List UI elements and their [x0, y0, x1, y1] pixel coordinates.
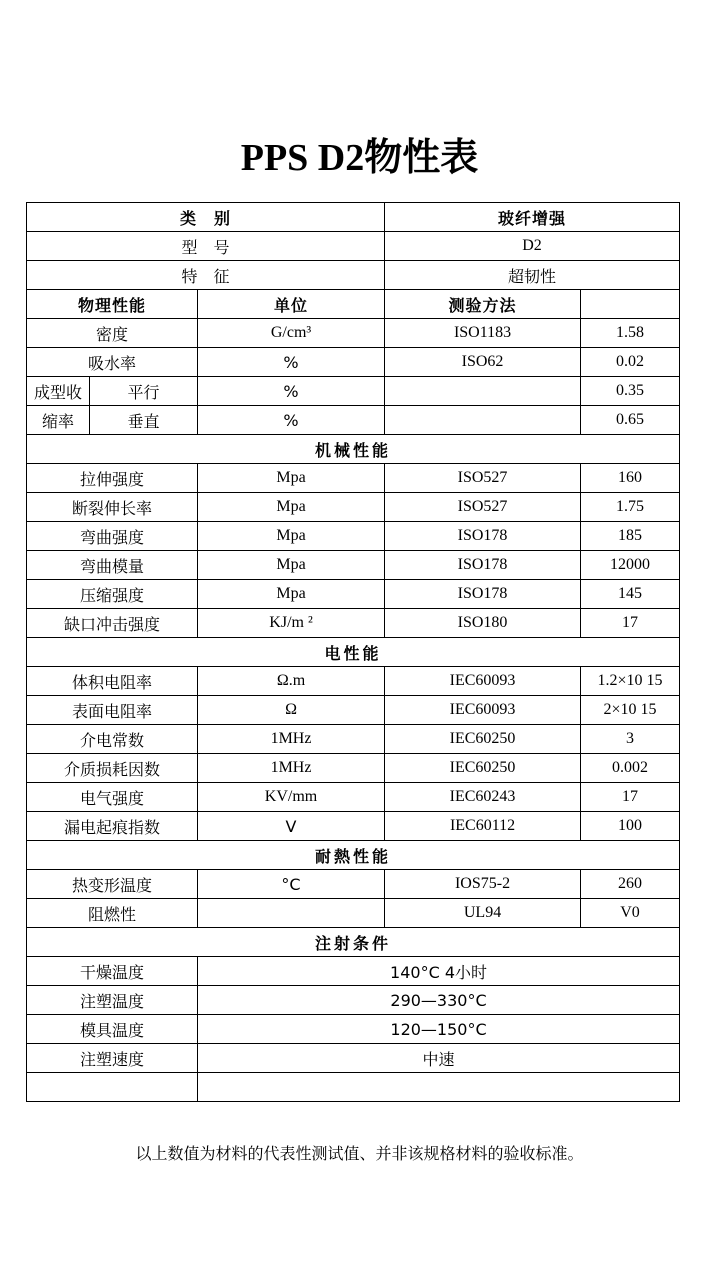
condition-value: 120—150°C	[198, 1015, 680, 1044]
property-table	[26, 202, 680, 1102]
property-name: 吸水率	[27, 348, 198, 377]
table-row	[27, 319, 680, 348]
col-property: 物理性能	[27, 290, 198, 319]
section-thermal: 耐熱性能	[27, 841, 680, 870]
table-row	[27, 1044, 680, 1073]
shrinkage-vertical-name: 垂直	[90, 406, 198, 435]
shrinkage-vertical-method	[385, 406, 581, 435]
table-row	[27, 609, 680, 638]
property-unit: Mpa	[198, 580, 385, 609]
property-name: 密度	[27, 319, 198, 348]
property-unit: Ω.m	[198, 667, 385, 696]
table-row	[27, 986, 680, 1015]
table-row	[27, 812, 680, 841]
condition-value: 140°C 4小时	[198, 957, 680, 986]
property-method: ISO178	[385, 551, 581, 580]
table-row	[27, 493, 680, 522]
property-method: ISO178	[385, 580, 581, 609]
property-unit: Mpa	[198, 522, 385, 551]
property-unit: Mpa	[198, 464, 385, 493]
shrinkage-vertical-value: 0.65	[581, 406, 680, 435]
property-value: 1.75	[581, 493, 680, 522]
property-unit: 1MHz	[198, 754, 385, 783]
model-label: 型 号	[27, 232, 385, 261]
condition-name: 模具温度	[27, 1015, 198, 1044]
table-row	[27, 870, 680, 899]
property-unit: V	[198, 812, 385, 841]
property-value: 1.58	[581, 319, 680, 348]
property-method: ISO527	[385, 464, 581, 493]
property-unit: °C	[198, 870, 385, 899]
property-name: 介质损耗因数	[27, 754, 198, 783]
section-injection: 注射条件	[27, 928, 680, 957]
table-row	[27, 1015, 680, 1044]
shrinkage-label-top: 成型收	[27, 377, 90, 406]
property-name: 热变形温度	[27, 870, 198, 899]
section-row-injection	[27, 928, 680, 957]
property-method: IEC60243	[385, 783, 581, 812]
property-value: 100	[581, 812, 680, 841]
property-method: ISO1183	[385, 319, 581, 348]
table-row	[27, 899, 680, 928]
property-method: IEC60093	[385, 696, 581, 725]
condition-value: 290—330°C	[198, 986, 680, 1015]
table-row	[27, 696, 680, 725]
title-latin: PPS D2	[240, 137, 365, 179]
property-value: 12000	[581, 551, 680, 580]
property-value: 0.02	[581, 348, 680, 377]
property-unit: Ω	[198, 696, 385, 725]
table-row	[27, 783, 680, 812]
property-value: 145	[581, 580, 680, 609]
property-value: 17	[581, 783, 680, 812]
empty-row	[27, 1073, 680, 1102]
property-method: IEC60093	[385, 667, 581, 696]
category-label: 类 别	[27, 203, 385, 232]
section-mechanical: 机械性能	[27, 435, 680, 464]
property-name: 阻燃性	[27, 899, 198, 928]
table-row	[27, 580, 680, 609]
table-row	[27, 522, 680, 551]
feature-value: 超韧性	[385, 261, 680, 290]
property-method: ISO62	[385, 348, 581, 377]
footer-note: 以上数值为材料的代表性测试值、并非该规格材料的验收标准。	[135, 1144, 584, 1163]
property-name: 介电常数	[27, 725, 198, 754]
property-method: IOS75-2	[385, 870, 581, 899]
section-electrical: 电性能	[27, 638, 680, 667]
property-unit: KV/mm	[198, 783, 385, 812]
shrinkage-row-parallel	[27, 377, 680, 406]
col-unit: 单位	[198, 290, 385, 319]
table-row	[27, 464, 680, 493]
property-value: 2×10 15	[581, 696, 680, 725]
property-method: ISO178	[385, 522, 581, 551]
property-value: 260	[581, 870, 680, 899]
section-row-electrical	[27, 638, 680, 667]
shrinkage-row-vertical	[27, 406, 680, 435]
property-name: 电气强度	[27, 783, 198, 812]
section-row-mechanical	[27, 435, 680, 464]
condition-name: 注塑速度	[27, 1044, 198, 1073]
table-row	[27, 725, 680, 754]
property-name: 缺口冲击强度	[27, 609, 198, 638]
property-unit	[198, 899, 385, 928]
property-unit: KJ/m ²	[198, 609, 385, 638]
property-unit: %	[198, 348, 385, 377]
property-method: ISO180	[385, 609, 581, 638]
feature-row	[27, 261, 680, 290]
table-row	[27, 957, 680, 986]
property-method: IEC60250	[385, 754, 581, 783]
model-value: D2	[385, 232, 680, 261]
property-method: ISO527	[385, 493, 581, 522]
category-value: 玻纤增强	[385, 203, 680, 232]
table-row	[27, 667, 680, 696]
category-row	[27, 203, 680, 232]
property-method: IEC60112	[385, 812, 581, 841]
property-name: 弯曲模量	[27, 551, 198, 580]
table-row	[27, 551, 680, 580]
shrinkage-parallel-value: 0.35	[581, 377, 680, 406]
property-value: 185	[581, 522, 680, 551]
shrinkage-parallel-method	[385, 377, 581, 406]
property-unit: Mpa	[198, 551, 385, 580]
column-header-row	[27, 290, 680, 319]
property-value: V0	[581, 899, 680, 928]
property-value: 1.2×10 15	[581, 667, 680, 696]
empty-cell	[198, 1073, 680, 1102]
table-row	[27, 754, 680, 783]
table-row	[27, 348, 680, 377]
condition-name: 注塑温度	[27, 986, 198, 1015]
section-row-thermal	[27, 841, 680, 870]
property-value: 160	[581, 464, 680, 493]
property-unit: Mpa	[198, 493, 385, 522]
condition-name: 干燥温度	[27, 957, 198, 986]
property-name: 断裂伸长率	[27, 493, 198, 522]
feature-label: 特 征	[27, 261, 385, 290]
col-method: 测验方法	[385, 290, 581, 319]
property-value: 0.002	[581, 754, 680, 783]
property-value: 3	[581, 725, 680, 754]
col-value	[581, 290, 680, 319]
property-name: 表面电阻率	[27, 696, 198, 725]
property-name: 压缩强度	[27, 580, 198, 609]
shrinkage-label-bottom: 缩率	[27, 406, 90, 435]
model-row	[27, 232, 680, 261]
shrinkage-vertical-unit: %	[198, 406, 385, 435]
property-name: 弯曲强度	[27, 522, 198, 551]
page-title	[0, 132, 719, 183]
property-name: 拉伸强度	[27, 464, 198, 493]
condition-value: 中速	[198, 1044, 680, 1073]
title-cn: 物性表	[364, 135, 479, 179]
property-name: 体积电阻率	[27, 667, 198, 696]
property-unit: G/cm³	[198, 319, 385, 348]
empty-cell	[27, 1073, 198, 1102]
property-unit: 1MHz	[198, 725, 385, 754]
property-method: IEC60250	[385, 725, 581, 754]
shrinkage-parallel-unit: %	[198, 377, 385, 406]
property-method: UL94	[385, 899, 581, 928]
property-name: 漏电起痕指数	[27, 812, 198, 841]
property-value: 17	[581, 609, 680, 638]
shrinkage-parallel-name: 平行	[90, 377, 198, 406]
